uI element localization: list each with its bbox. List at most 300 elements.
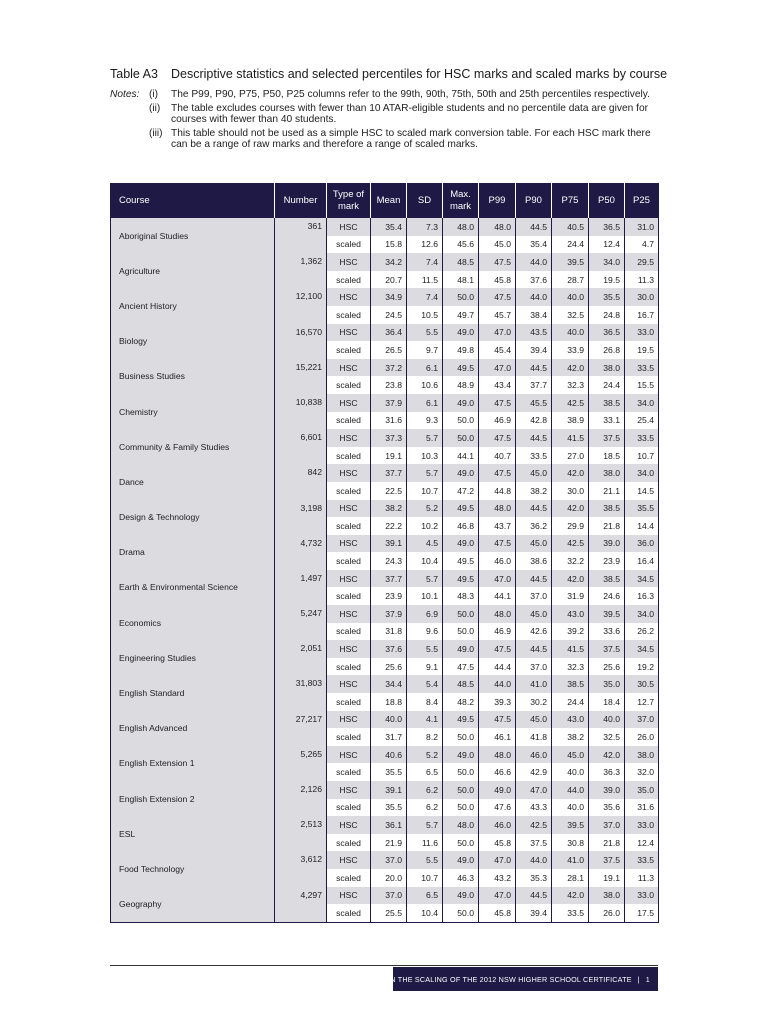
stat-cell: 42.0 [552, 887, 589, 905]
table-row [111, 570, 659, 588]
stat-cell: 25.4 [637, 415, 654, 426]
stat-cell: 47.5 [479, 640, 516, 658]
stat-cell: 43.5 [516, 324, 552, 342]
stat-cell: 28.7 [552, 271, 589, 289]
table-row [111, 746, 659, 764]
mark-type: HSC [327, 288, 371, 306]
stat-cell: 26.0 [637, 732, 654, 743]
stat-cell: 36.1 [371, 816, 407, 834]
stat-cell: 46.0 [479, 552, 516, 570]
stat-cell: 45.7 [479, 306, 516, 324]
stat-cell: 37.9 [371, 605, 407, 623]
stat-cell: 14.5 [637, 485, 654, 496]
stat-cell: 31.9 [552, 587, 589, 605]
page-footer [351, 967, 658, 991]
table-row [111, 500, 659, 518]
stat-cell: 10.4 [407, 552, 443, 570]
stat-cell: 21.9 [371, 834, 407, 852]
stat-cell: 10.6 [407, 376, 443, 394]
stat-cell: 10.5 [407, 306, 443, 324]
stat-cell: 35.5 [589, 288, 625, 306]
course-number: 5,247 [275, 605, 327, 640]
mark-type: HSC [327, 781, 371, 799]
stat-cell: 32.0 [637, 767, 654, 778]
course-name: Agriculture [111, 253, 275, 288]
table-row [111, 851, 659, 869]
header-p99: P99 [479, 184, 516, 219]
course-name: Food Technology [111, 851, 275, 886]
table-row [111, 218, 659, 236]
stat-cell: 47.0 [479, 851, 516, 869]
stat-cell: 44.5 [516, 218, 552, 236]
mark-type: HSC [327, 324, 371, 342]
stat-cell: 42.6 [516, 623, 552, 641]
stat-cell: 43.7 [479, 517, 516, 535]
stat-cell: 45.0 [516, 711, 552, 729]
stat-cell: 41.5 [552, 429, 589, 447]
stat-cell: 39.5 [589, 605, 625, 623]
stat-cell: 16.3 [637, 591, 654, 602]
mark-type: HSC [327, 253, 371, 271]
stat-cell: 9.6 [407, 623, 443, 641]
stat-cell: 31.6 [637, 802, 654, 813]
stat-cell: 40.0 [589, 711, 625, 729]
mark-type: scaled [327, 904, 371, 922]
table-row [111, 605, 659, 623]
stat-cell: 43.0 [552, 711, 589, 729]
table-row [111, 675, 659, 693]
stat-cell: 10.7 [407, 869, 443, 887]
course-name: Geography [111, 887, 275, 923]
course-number: 12,100 [275, 288, 327, 323]
stat-cell: 35.0 [625, 781, 659, 799]
stat-cell: 50.0 [443, 904, 479, 922]
stat-cell: 26.0 [589, 904, 625, 922]
mark-type: HSC [327, 746, 371, 764]
stat-cell: 48.3 [443, 587, 479, 605]
course-name: Economics [111, 605, 275, 640]
stat-cell: 38.5 [589, 500, 625, 518]
stat-cell: 37.3 [371, 429, 407, 447]
notes [110, 89, 660, 151]
stat-cell: 5.7 [407, 816, 443, 834]
stat-cell: 45.0 [516, 605, 552, 623]
stat-cell: 39.5 [552, 816, 589, 834]
stat-cell: 38.0 [589, 464, 625, 482]
stat-cell: 42.9 [516, 763, 552, 781]
stat-cell: 5.5 [407, 851, 443, 869]
stat-cell: 37.2 [371, 359, 407, 377]
header-number: Number [275, 184, 327, 219]
note-item [110, 103, 660, 126]
stat-cell: 48.0 [479, 218, 516, 236]
stat-cell: 47.5 [479, 711, 516, 729]
stat-cell: 40.0 [371, 711, 407, 729]
stat-cell: 30.0 [625, 288, 659, 306]
stat-cell: 8.4 [407, 693, 443, 711]
stat-cell: 10.7 [637, 450, 654, 461]
header-sd: SD [407, 184, 443, 219]
course-number: 3,198 [275, 500, 327, 535]
mark-type: scaled [327, 728, 371, 746]
course-number: 1,497 [275, 570, 327, 605]
table-row [111, 464, 659, 482]
footer-separator: | [637, 974, 640, 984]
course-name: Community & Family Studies [111, 429, 275, 464]
stat-cell: 36.3 [589, 763, 625, 781]
stat-cell: 33.9 [552, 341, 589, 359]
mark-type: HSC [327, 675, 371, 693]
stat-cell: 37.5 [589, 429, 625, 447]
stat-cell: 6.2 [407, 799, 443, 817]
stat-cell: 34.0 [625, 394, 659, 412]
stat-cell: 44.0 [479, 675, 516, 693]
course-name: Engineering Studies [111, 640, 275, 675]
stat-cell: 11.6 [407, 834, 443, 852]
course-number: 2,513 [275, 816, 327, 851]
stat-cell: 37.5 [589, 640, 625, 658]
stat-cell: 23.9 [589, 552, 625, 570]
course-number: 4,297 [275, 887, 327, 923]
mark-type: HSC [327, 218, 371, 236]
stat-cell: 47.2 [443, 482, 479, 500]
stat-cell: 44.5 [516, 887, 552, 905]
stat-cell: 40.0 [552, 799, 589, 817]
stat-cell: 34.4 [371, 675, 407, 693]
course-name: English Standard [111, 675, 275, 710]
course-name: Design & Technology [111, 500, 275, 535]
stat-cell: 44.0 [516, 851, 552, 869]
stat-cell: 48.0 [479, 746, 516, 764]
stat-cell: 36.0 [625, 535, 659, 553]
stat-cell: 26.2 [637, 626, 654, 637]
stat-cell: 18.8 [371, 693, 407, 711]
stat-cell: 37.0 [589, 816, 625, 834]
mark-type: scaled [327, 412, 371, 430]
stat-cell: 6.2 [407, 781, 443, 799]
table-label: Table A3 [110, 67, 158, 81]
stat-cell: 37.7 [371, 570, 407, 588]
stat-cell: 6.1 [407, 359, 443, 377]
table-row [111, 429, 659, 447]
stat-cell: 38.0 [625, 746, 659, 764]
mark-type: HSC [327, 570, 371, 588]
mark-type: scaled [327, 763, 371, 781]
stat-cell: 39.2 [552, 623, 589, 641]
stat-cell: 48.0 [479, 605, 516, 623]
stat-cell: 37.0 [371, 851, 407, 869]
stat-cell: 47.0 [479, 570, 516, 588]
mark-type: scaled [327, 341, 371, 359]
stat-cell: 38.9 [552, 412, 589, 430]
stat-cell: 38.2 [516, 482, 552, 500]
course-number: 2,126 [275, 781, 327, 816]
stat-cell: 15.8 [371, 236, 407, 254]
stat-cell: 47.6 [479, 799, 516, 817]
stat-cell: 50.0 [443, 623, 479, 641]
note-number: (i) [149, 89, 159, 100]
stat-cell: 48.0 [443, 218, 479, 236]
mark-type: scaled [327, 869, 371, 887]
note-item [110, 128, 660, 151]
mark-type: HSC [327, 640, 371, 658]
stat-cell: 39.5 [552, 253, 589, 271]
footer-rule [110, 965, 658, 966]
course-name: ESL [111, 816, 275, 851]
stat-cell: 34.0 [625, 464, 659, 482]
mark-type: scaled [327, 693, 371, 711]
stat-cell: 7.4 [407, 253, 443, 271]
stat-cell: 47.5 [479, 394, 516, 412]
stat-cell: 9.3 [407, 412, 443, 430]
stat-cell: 35.5 [625, 500, 659, 518]
stat-cell: 22.2 [371, 517, 407, 535]
stat-cell: 42.0 [552, 500, 589, 518]
stat-cell: 33.5 [625, 429, 659, 447]
stat-cell: 27.0 [552, 447, 589, 465]
table-header-row [111, 184, 659, 219]
stat-cell: 50.0 [443, 429, 479, 447]
stat-cell: 41.5 [552, 640, 589, 658]
stat-cell: 37.0 [516, 587, 552, 605]
stat-cell: 49.0 [443, 851, 479, 869]
stat-cell: 37.7 [371, 464, 407, 482]
course-number: 10,838 [275, 394, 327, 429]
stat-cell: 29.9 [552, 517, 589, 535]
course-name: English Advanced [111, 711, 275, 746]
stat-cell: 47.5 [479, 429, 516, 447]
stat-cell: 16.7 [637, 309, 654, 320]
stat-cell: 38.2 [552, 728, 589, 746]
course-name: Earth & Environmental Science [111, 570, 275, 605]
stat-cell: 45.5 [516, 394, 552, 412]
stat-cell: 19.5 [637, 344, 654, 355]
stat-cell: 36.2 [516, 517, 552, 535]
stat-cell: 37.0 [371, 887, 407, 905]
stat-cell: 37.7 [516, 376, 552, 394]
stat-cell: 30.2 [516, 693, 552, 711]
stat-cell: 38.2 [371, 500, 407, 518]
stat-cell: 49.0 [443, 464, 479, 482]
stat-cell: 45.8 [479, 834, 516, 852]
stat-cell: 10.7 [407, 482, 443, 500]
course-name: Aboriginal Studies [111, 218, 275, 253]
stat-cell: 46.3 [443, 869, 479, 887]
stat-cell: 38.0 [589, 887, 625, 905]
stat-cell: 42.5 [516, 816, 552, 834]
stat-cell: 38.5 [589, 394, 625, 412]
stat-cell: 25.6 [371, 658, 407, 676]
stat-cell: 35.5 [371, 763, 407, 781]
stat-cell: 47.5 [443, 658, 479, 676]
stat-cell: 31.0 [625, 218, 659, 236]
mark-type: scaled [327, 799, 371, 817]
stat-cell: 35.4 [371, 218, 407, 236]
stat-cell: 19.5 [589, 271, 625, 289]
stat-cell: 47.0 [516, 781, 552, 799]
stat-cell: 42.0 [589, 746, 625, 764]
stat-cell: 49.0 [443, 640, 479, 658]
stat-cell: 4.1 [407, 711, 443, 729]
header-p75: P75 [552, 184, 589, 219]
stat-cell: 24.8 [589, 306, 625, 324]
stat-cell: 25.6 [589, 658, 625, 676]
stat-cell: 49.0 [443, 887, 479, 905]
stat-cell: 48.5 [443, 253, 479, 271]
stat-cell: 39.4 [516, 341, 552, 359]
stat-cell: 5.7 [407, 570, 443, 588]
stat-cell: 42.0 [552, 570, 589, 588]
stat-cell: 44.0 [516, 253, 552, 271]
stat-cell: 5.2 [407, 746, 443, 764]
stat-cell: 22.5 [371, 482, 407, 500]
stat-cell: 36.5 [589, 218, 625, 236]
stat-cell: 4.7 [642, 239, 654, 250]
stat-cell: 37.0 [625, 711, 659, 729]
table-row [111, 288, 659, 306]
course-name: Biology [111, 324, 275, 359]
stat-cell: 50.0 [443, 412, 479, 430]
stat-cell: 45.8 [479, 904, 516, 922]
stat-cell: 43.0 [552, 605, 589, 623]
course-number: 16,570 [275, 324, 327, 359]
stat-cell: 50.0 [443, 799, 479, 817]
stat-cell: 12.7 [637, 696, 654, 707]
stat-cell: 34.9 [371, 288, 407, 306]
stat-cell: 34.2 [371, 253, 407, 271]
stat-cell: 33.5 [552, 904, 589, 922]
mark-type: scaled [327, 271, 371, 289]
mark-type: HSC [327, 429, 371, 447]
stat-cell: 44.1 [443, 447, 479, 465]
stat-cell: 37.9 [371, 394, 407, 412]
stat-cell: 18.4 [589, 693, 625, 711]
mark-type: HSC [327, 816, 371, 834]
stat-cell: 15.5 [637, 380, 654, 391]
note-text: The table excludes courses with fewer than 10 ATAR-eligible students and no percentile data are given for courses with fewer than 40 students. [171, 102, 649, 126]
stat-cell: 40.5 [552, 218, 589, 236]
stat-cell: 40.7 [479, 447, 516, 465]
stat-cell: 25.5 [371, 904, 407, 922]
stat-cell: 31.6 [371, 412, 407, 430]
stat-cell: 48.9 [443, 376, 479, 394]
table-row [111, 324, 659, 342]
stat-cell: 39.3 [479, 693, 516, 711]
stat-cell: 47.5 [479, 535, 516, 553]
stat-cell: 10.2 [407, 517, 443, 535]
stat-cell: 11.3 [637, 274, 654, 285]
table-row [111, 535, 659, 553]
stat-cell: 38.6 [516, 552, 552, 570]
note-number: (iii) [149, 127, 163, 139]
stat-cell: 38.5 [552, 675, 589, 693]
mark-type: scaled [327, 482, 371, 500]
stat-cell: 44.0 [516, 288, 552, 306]
course-number: 27,217 [275, 711, 327, 746]
stat-cell: 35.3 [516, 869, 552, 887]
stat-cell: 5.2 [407, 500, 443, 518]
stat-cell: 44.5 [516, 500, 552, 518]
stat-cell: 49.5 [443, 552, 479, 570]
stat-cell: 5.7 [407, 464, 443, 482]
course-number: 5,265 [275, 746, 327, 781]
stat-cell: 36.4 [371, 324, 407, 342]
stat-cell: 31.8 [371, 623, 407, 641]
header-course: Course [111, 184, 275, 219]
mark-type: HSC [327, 464, 371, 482]
stat-cell: 9.1 [407, 658, 443, 676]
table-row [111, 394, 659, 412]
page-number: 1 [645, 974, 650, 984]
stat-cell: 32.2 [552, 552, 589, 570]
stat-cell: 39.1 [371, 535, 407, 553]
note-item [110, 89, 660, 101]
stat-cell: 46.0 [516, 746, 552, 764]
stat-cell: 44.5 [516, 640, 552, 658]
stat-cell: 10.3 [407, 447, 443, 465]
mark-type: scaled [327, 376, 371, 394]
stat-cell: 6.5 [407, 887, 443, 905]
course-name: English Extension 2 [111, 781, 275, 816]
mark-type: HSC [327, 359, 371, 377]
stat-cell: 17.5 [637, 907, 654, 918]
stat-cell: 33.5 [516, 447, 552, 465]
note-text: The P99, P90, P75, P50, P25 columns refer to the 99th, 90th, 75th, 50th and 25th percentiles respectively. [171, 89, 650, 100]
stat-cell: 7.3 [407, 218, 443, 236]
header-max-mark: Max. mark [443, 184, 479, 219]
stat-cell: 37.5 [516, 834, 552, 852]
stat-cell: 46.1 [479, 728, 516, 746]
stat-cell: 44.5 [516, 429, 552, 447]
stat-cell: 49.0 [443, 535, 479, 553]
stat-cell: 49.0 [479, 781, 516, 799]
stat-cell: 35.0 [589, 675, 625, 693]
stat-cell: 33.0 [625, 887, 659, 905]
stat-cell: 31.7 [371, 728, 407, 746]
course-number: 361 [275, 218, 327, 253]
stat-cell: 49.5 [443, 711, 479, 729]
stat-cell: 50.0 [443, 288, 479, 306]
header-p50: P50 [589, 184, 625, 219]
stat-cell: 39.1 [371, 781, 407, 799]
stat-cell: 29.5 [625, 253, 659, 271]
stat-cell: 36.5 [589, 324, 625, 342]
stat-cell: 33.6 [589, 623, 625, 641]
stat-cell: 5.4 [407, 675, 443, 693]
course-number: 842 [275, 464, 327, 499]
stat-cell: 46.8 [443, 517, 479, 535]
course-number: 3,612 [275, 851, 327, 886]
table-row [111, 359, 659, 377]
stat-cell: 49.0 [443, 394, 479, 412]
stat-cell: 6.5 [407, 763, 443, 781]
stat-cell: 5.5 [407, 640, 443, 658]
mark-type: scaled [327, 447, 371, 465]
stat-cell: 44.8 [479, 482, 516, 500]
stat-cell: 28.1 [552, 869, 589, 887]
table-row [111, 253, 659, 271]
stat-cell: 50.0 [443, 605, 479, 623]
stat-cell: 6.1 [407, 394, 443, 412]
mark-type: HSC [327, 535, 371, 553]
stat-cell: 23.8 [371, 376, 407, 394]
stat-cell: 18.5 [589, 447, 625, 465]
stat-cell: 24.4 [589, 376, 625, 394]
stat-cell: 19.2 [637, 661, 654, 672]
stat-cell: 49.0 [443, 324, 479, 342]
stat-cell: 44.5 [516, 570, 552, 588]
stat-cell: 23.9 [371, 587, 407, 605]
